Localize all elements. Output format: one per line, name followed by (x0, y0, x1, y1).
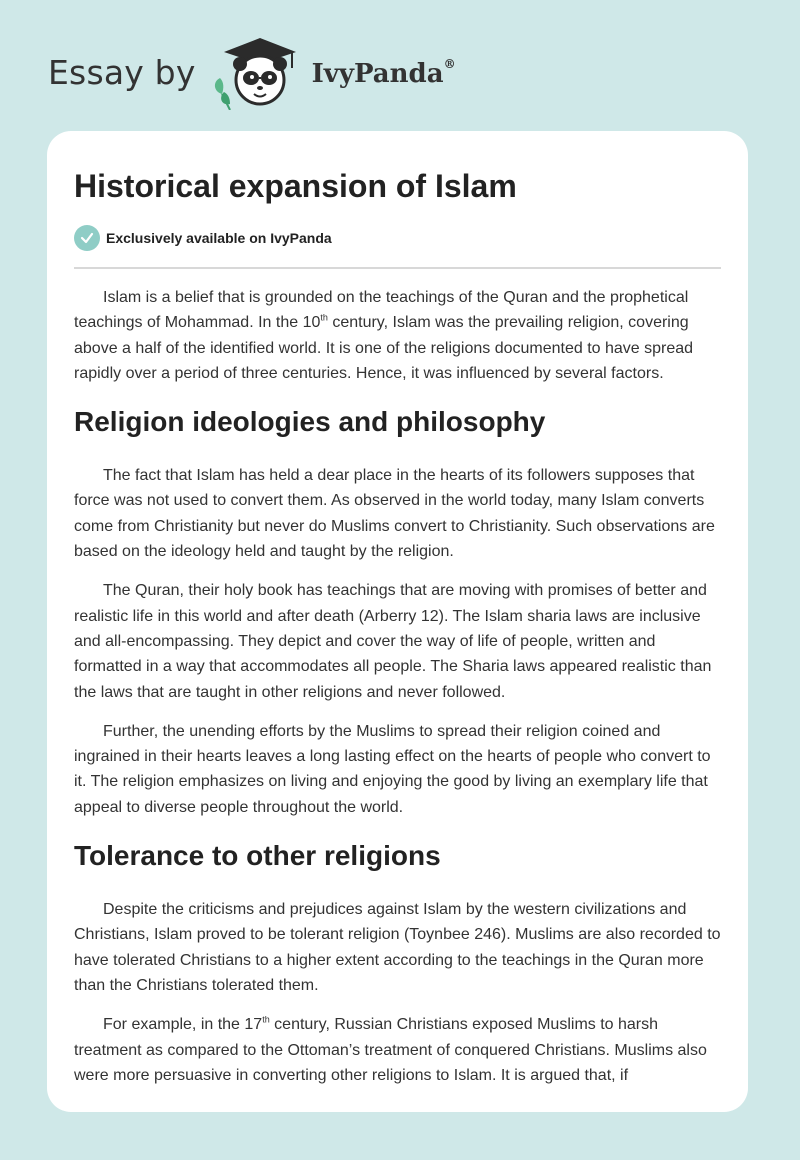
check-icon (74, 225, 100, 251)
paragraph-text: century, Russian Christians exposed Muslims to harsh treatment as compared to the Ottoman’s treatment of conquered Christians. Muslims also were more persuasive in converting other religions to Islam. It is argued that, if (74, 1016, 707, 1084)
exclusive-badge-text: Exclusively available on IvyPanda (106, 230, 332, 246)
registered-mark: ® (443, 57, 456, 72)
superscript: th (320, 312, 328, 323)
brand-text: IvyPanda (311, 59, 444, 89)
paragraph-text: For example, in the 17 (103, 1016, 263, 1034)
paragraph: Further, the unending efforts by the Muslims to spread their religion coined and ingrained in their hearts leaves a long lasting effect on the hearts of people who convert to it. The religion emphasizes on living and enjoying the good by living an exemplary life that appeal to diverse people throughout the world. (74, 722, 711, 816)
section-heading: Religion ideologies and philosophy (74, 406, 546, 438)
divider (74, 267, 721, 269)
superscript: th (262, 1014, 270, 1025)
paragraph-text: century, Islam was the prevailing religion, covering above a half of the identified world. It is one of the religions documented to have spread rapidly over a period of three centuries. Hence, it was influenced by several factors. (74, 314, 694, 382)
brand-name[interactable] (312, 59, 456, 89)
article-title: Historical expansion of Islam (74, 168, 517, 204)
ivypanda-logo-icon[interactable] (210, 34, 306, 110)
paragraph: The fact that Islam has held a dear place in the hearts of its followers supposes that force was not used to convert them. As observed in the world today, many Islam converts come from Christianity but never do Muslims convert to Christianity. Such observations are based on the ideology held and taught by the religion. (74, 467, 715, 561)
section-heading: Tolerance to other religions (74, 840, 441, 872)
paragraph: Despite the criticisms and prejudices against Islam by the western civilizations and Christians, Islam proved to be tolerant religion (Toynbee 246). Muslims are also recorded to have tolerated Christians to a higher extent according to the teachings in the Quran more than the Christians tolerated them. (74, 901, 721, 994)
site-header (48, 32, 456, 112)
paragraph (74, 285, 721, 386)
exclusive-badge (74, 223, 721, 253)
paragraph-text: Islam is a belief that is grounded on the teachings of the Quran and the prophetical teachings of Mohammad. In the 10 (74, 289, 689, 332)
paragraph: The Quran, their holy book has teachings that are moving with promises of better and realistic life in this world and after death (Arberry 12). The Islam sharia laws are inclusive and all-encompassing. They depict and cover the way of life of people, written and formatted in a way that accommodates all people. The Sharia laws appeared realistic than the laws that are taught in other religions and never followed. (74, 582, 712, 701)
essay-by-label: Essay by (48, 52, 196, 92)
article-card (47, 131, 748, 1112)
paragraph (74, 1012, 721, 1088)
